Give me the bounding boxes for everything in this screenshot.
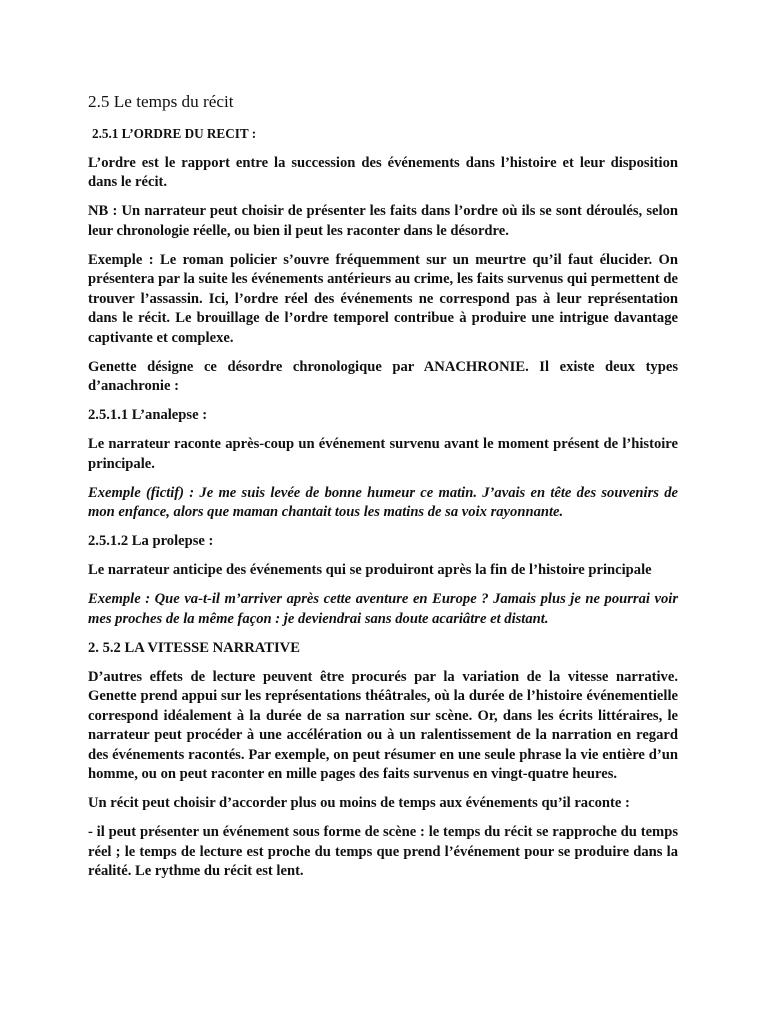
paragraph-definition: L’ordre est le rapport entre la succession des événements dans l’histoire et leur disposition dans le récit. <box>88 154 678 190</box>
paragraph-accorder-temps: Un récit peut choisir d’accorder plus ou moins de temps aux événements qu’il raconte : <box>88 795 630 811</box>
paragraph-prolepse: Le narrateur anticipe des événements qui se produiront après la fin de l’histoire principale <box>88 562 652 578</box>
document-page <box>88 90 678 891</box>
heading-analepse: 2.5.1.1 L’analepse : <box>88 407 208 423</box>
paragraph-anachronie: Genette désigne ce désordre chronologique par ANACHRONIE. Il existe deux types d’anachronie : <box>88 358 678 394</box>
heading-vitesse-narrative: 2. 5.2 LA VITESSE NARRATIVE <box>88 639 300 656</box>
section-title: 2.5 Le temps du récit <box>88 92 234 111</box>
example-prolepse: Exemple : Que va-t-il m’arriver après cette aventure en Europe ? Jamais plus je ne pourrai voir mes proches de la même façon : je deviendrai sans doute acariâtre et distant. <box>88 591 678 627</box>
example-analepse: Exemple (fictif) : Je me suis levée de bonne humeur ce matin. J’avais en tête des souvenirs de mon enfance, alors que maman chantait tous les matins de sa voix rayonnante. <box>88 484 678 520</box>
paragraph-example-roman: Exemple : Le roman policier s’ouvre fréquemment sur un meurtre qu’il faut élucider. On présentera par la suite les événements antérieurs au crime, les faits survenus qui permettent de trouver l’assassin. Ici, l’ordre réel des événements ne correspond pas à leur représentation dans le récit. Le brouillage de l’ordre temporel contribue à produire une intrigue davantage captivante et complexe. <box>88 251 678 346</box>
heading-prolepse: 2.5.1.2 La prolepse : <box>88 533 214 549</box>
paragraph-analepse: Le narrateur raconte après-coup un événement survenu avant le moment présent de l’histoire principale. <box>88 436 678 472</box>
paragraph-scene: - il peut présenter un événement sous forme de scène : le temps du récit se rapproche du temps réel ; le temps de lecture est proche du temps que prend l’événement pour se produire dans la réalité. Le rythme du récit est lent. <box>88 824 678 879</box>
paragraph-vitesse: D’autres effets de lecture peuvent être procurés par la variation de la vitesse narrative. Genette prend appui sur les représentations théâtrales, où la durée de l’histoire événementielle correspond idéalement à la durée de sa narration sur scène. Or, dans les écrits littéraires, le narrateur peut procéder à une accélération ou à un ralentissement de la narration en regard des événements racontés. Par exemple, on peut résumer en une seule phrase la vie entière d’un homme, ou on peut raconter en mille pages des faits survenus en vingt-quatre heures. <box>88 668 678 782</box>
paragraph-nb: NB : Un narrateur peut choisir de présenter les faits dans l’ordre où ils se sont déroulés, selon leur chronologie réelle, ou bien il peut les raconter dans le désordre. <box>88 203 678 239</box>
subsection-heading: 2.5.1 L’ORDRE DU RECIT : <box>92 126 257 141</box>
